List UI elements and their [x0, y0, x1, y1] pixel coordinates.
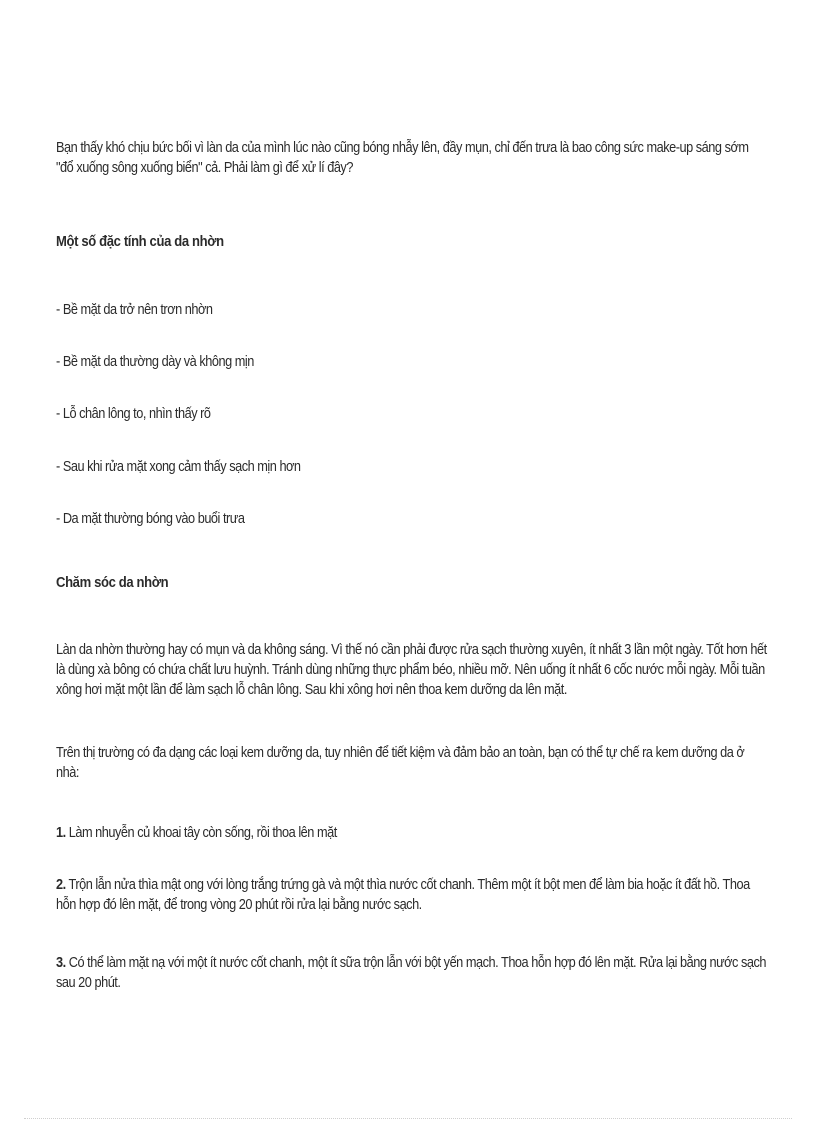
section-heading-care: Chăm sóc da nhờn: [56, 575, 169, 591]
recipe-number: 2.: [56, 877, 66, 893]
recipe-text: Làm nhuyễn củ khoai tây còn sống, rồi thoa lên mặt: [65, 825, 337, 841]
recipe-number: 3.: [56, 955, 66, 971]
cream-intro-paragraph: Trên thị trường có đa dạng các loại kem dưỡng da, tuy nhiên để tiết kiệm và đảm bảo an toàn, bạn có thể tự chế ra kem dưỡng da ở nhà:: [56, 745, 745, 781]
recipe-item: [56, 953, 769, 993]
characteristic-item: - Da mặt thường bóng vào buổi trưa: [56, 511, 245, 527]
characteristic-item: - Lỗ chân lông to, nhìn thấy rõ: [56, 406, 211, 422]
recipe-item: [56, 823, 769, 843]
page-bottom-divider: [24, 1118, 792, 1119]
characteristic-item: - Bề mặt da trở nên trơn nhờn: [56, 302, 213, 318]
characteristic-item: - Sau khi rửa mặt xong cảm thấy sạch mịn hơn: [56, 459, 301, 475]
recipe-number: 1.: [56, 825, 66, 841]
recipe-text: Trộn lẫn nửa thìa mật ong với lòng trắng trứng gà và một thìa nước cốt chanh. Thêm một ít bột men để làm bia hoặc ít đất hồ. Thoa hỗn hợp đó lên mặt, để trong vòng 20 phút rồi rửa lại bằng nước sạch.: [56, 877, 750, 913]
intro-paragraph: Bạn thấy khó chịu bức bối vì làn da của mình lúc nào cũng bóng nhẫy lên, đầy mụn, chỉ đến trưa là bao công sức make-up sáng sớm "đổ xuống sông xuống biển" cả. Phải làm gì để xử lí đây?: [56, 140, 749, 176]
care-paragraph: Làn da nhờn thường hay có mụn và da không sáng. Vì thế nó cần phải được rửa sạch thường xuyên, ít nhất 3 lần một ngày. Tốt hơn hết là dùng xà bông có chứa chất lưu huỳnh. Tránh dùng những thực phẩm béo, nhiều mỡ. Nên uống ít nhất 6 cốc nước mỗi ngày. Mỗi tuần xông hơi mặt một lần để làm sạch lỗ chân lông. Sau khi xông hơi nên thoa kem dưỡng da lên mặt.: [56, 642, 767, 698]
recipe-item: [56, 875, 769, 915]
characteristic-item: - Bề mặt da thường dày và không mịn: [56, 354, 254, 370]
section-heading-characteristics: Một số đặc tính của da nhờn: [56, 234, 224, 250]
recipe-text: Có thể làm mặt nạ với một ít nước cốt chanh, một ít sữa trộn lẫn với bột yến mạch. Thoa hỗn hợp đó lên mặt. Rửa lại bằng nước sạch sau 20 phút.: [56, 955, 767, 991]
